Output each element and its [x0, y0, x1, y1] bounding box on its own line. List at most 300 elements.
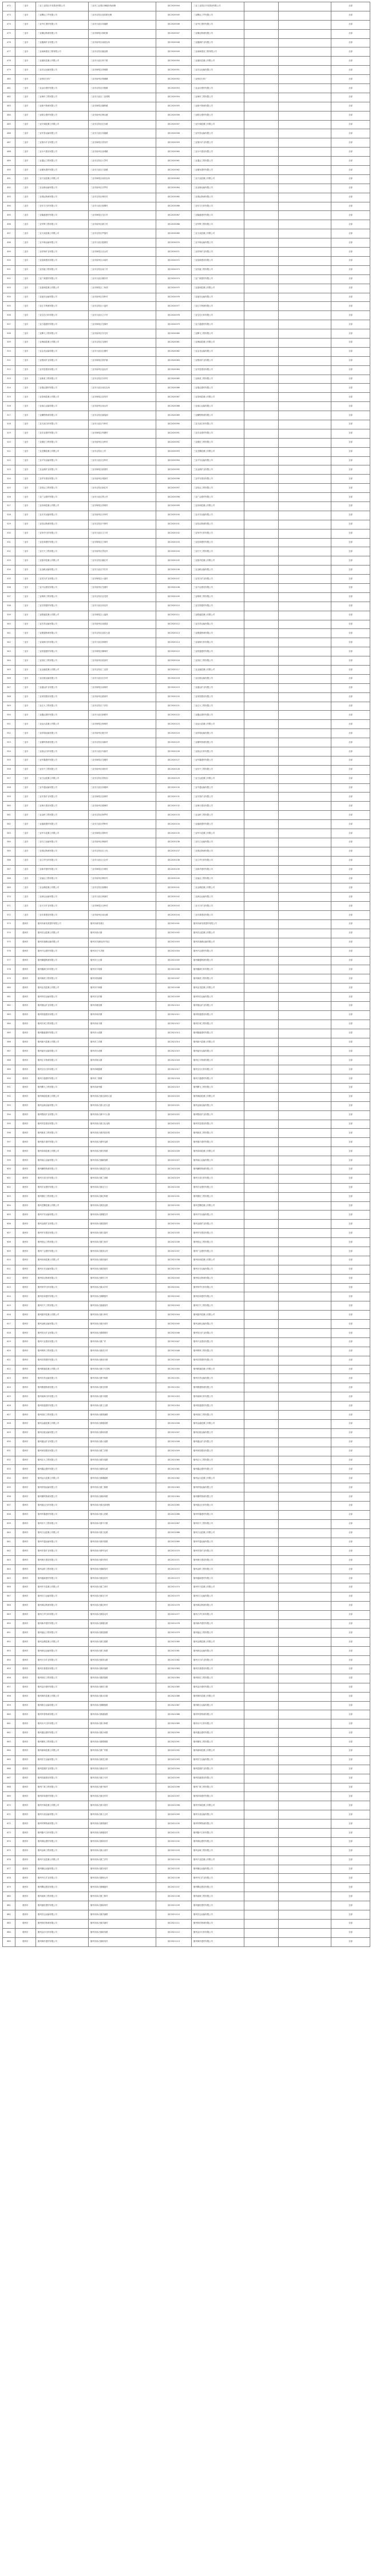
cell-company-name: 儋州华泰物流有限公司 — [36, 1710, 89, 1719]
cell-operator: 儋州兴达建材有限公司 — [192, 947, 244, 956]
table-row — [3, 747, 370, 757]
cell-operator: 三亚嘉和混凝土有限公司 — [192, 284, 244, 293]
cell-address: 三亚市吉阳区中廖村 — [89, 520, 156, 529]
cell-note — [279, 1937, 331, 1946]
cell-scope: 全部 — [331, 93, 370, 102]
cell-address: 儋州市那大镇东成路 — [89, 1456, 156, 1465]
cell-operator: 三亚盛达矿业有限公司 — [192, 683, 244, 692]
cell-permit-number: 琼C2021083 — [156, 1665, 192, 1674]
cell-city: 儋州市 — [15, 974, 36, 984]
cell-address: 儋州市那大镇中和路 — [89, 1374, 156, 1383]
cell-company-name: 三亚鑫源矿业有限公司 — [36, 38, 89, 47]
cell-city: 三亚市 — [15, 893, 36, 902]
cell-permit-number: 琼C2021041 — [156, 1283, 192, 1292]
table-row — [3, 1047, 370, 1056]
cell-scope: 全部 — [331, 1074, 370, 1084]
cell-permit-number: 琼C2021020 — [156, 1092, 192, 1101]
cell-address: 儋州市那大镇富克路 — [89, 1201, 156, 1211]
cell-row-number: 512 — [3, 365, 15, 375]
cell-city: 儋州市 — [15, 1565, 36, 1574]
cell-company-name: 儋州启航运输有限公司 — [36, 1428, 89, 1438]
cell-note — [279, 575, 331, 584]
cell-note — [279, 356, 331, 365]
table-row — [3, 1365, 370, 1374]
cell-row-number: 547 — [3, 683, 15, 692]
cell-city: 儋州市 — [15, 1247, 36, 1256]
cell-row-number: 593 — [3, 1101, 15, 1110]
cell-city: 儋州市 — [15, 1483, 36, 1492]
cell-vehicle-type — [244, 1792, 279, 1801]
table-row — [3, 793, 370, 802]
cell-note — [279, 111, 331, 120]
cell-address: 三亚市吉阳区田独镇 — [89, 84, 156, 93]
cell-company-name: 三亚福安运输有限公司 — [36, 293, 89, 302]
cell-address: 儋州市那大镇军屯路 — [89, 1138, 156, 1147]
cell-vehicle-type — [244, 1647, 279, 1656]
cell-scope: 全部 — [331, 1010, 370, 1020]
cell-operator: 三亚明珠工程有限公司 — [192, 592, 244, 602]
cell-company-name: 儋州海天建设有限公司 — [36, 1556, 89, 1565]
cell-permit-number: 琼C2021084 — [156, 1674, 192, 1683]
cell-vehicle-type — [244, 1092, 279, 1101]
cell-vehicle-type — [244, 1320, 279, 1329]
cell-operator: 儋州富源矿业有限公司 — [192, 1765, 244, 1774]
cell-permit-number: 琼C2020094 — [156, 456, 192, 465]
cell-operator: 三亚家园建设有限公司 — [192, 692, 244, 702]
cell-city: 儋州市 — [15, 1538, 36, 1547]
cell-city: 儋州市 — [15, 1347, 36, 1356]
table-row — [3, 584, 370, 593]
cell-vehicle-type — [244, 1110, 279, 1120]
cell-permit-number: 琼C2020095 — [156, 465, 192, 475]
cell-city: 儋州市 — [15, 1810, 36, 1819]
cell-note — [279, 974, 331, 984]
cell-company-name: 儋州南山运输有限公司 — [36, 1156, 89, 1165]
cell-city: 三亚市 — [15, 566, 36, 575]
cell-permit-number: 琼C2021081 — [156, 1647, 192, 1656]
cell-scope: 全部 — [331, 111, 370, 120]
cell-row-number: 509 — [3, 338, 15, 347]
cell-row-number: 585 — [3, 1029, 15, 1038]
cell-vehicle-type — [244, 538, 279, 547]
cell-operator: 三亚新兴物流有限公司 — [192, 102, 244, 111]
cell-operator: 儋州世纪工程有限公司 — [192, 1411, 244, 1420]
cell-scope: 全部 — [331, 1565, 370, 1574]
cell-scope: 全部 — [331, 229, 370, 238]
cell-operator: 三亚昌盛工程有限公司 — [192, 265, 244, 274]
cell-vehicle-type — [244, 1856, 279, 1865]
cell-note — [279, 993, 331, 1002]
cell-note — [279, 1347, 331, 1356]
cell-scope: 全部 — [331, 611, 370, 620]
cell-operator: 儋州隆兴石料有限公司 — [192, 1829, 244, 1838]
cell-company-name: 三亚鸿达物流有限公司 — [36, 847, 89, 856]
cell-scope: 全部 — [331, 1638, 370, 1647]
table-row — [3, 338, 370, 347]
cell-city: 儋州市 — [15, 1301, 36, 1311]
cell-company-name: 三亚金源矿业有限公司 — [36, 465, 89, 475]
cell-row-number: 591 — [3, 1083, 15, 1092]
cell-row-number: 628 — [3, 1419, 15, 1428]
cell-row-number: 669 — [3, 1792, 15, 1801]
cell-operator: 儋州市新英湾建材有限公司 — [192, 919, 244, 929]
cell-row-number: 546 — [3, 674, 15, 683]
cell-company-name: 儋州德信工程有限公司 — [36, 1192, 89, 1201]
cell-scope: 全部 — [331, 456, 370, 465]
cell-permit-number: 琼C2020060 — [156, 148, 192, 157]
table-row — [3, 575, 370, 584]
cell-vehicle-type — [244, 1774, 279, 1783]
cell-city: 三亚市 — [15, 638, 36, 647]
cell-operator: 三亚金源矿业有限公司 — [192, 465, 244, 475]
cell-city: 儋州市 — [15, 1819, 36, 1829]
cell-city: 儋州市 — [15, 1083, 36, 1092]
cell-company-name: 儋州金沙建材有限公司 — [36, 1683, 89, 1692]
cell-city: 儋州市 — [15, 1101, 36, 1110]
cell-address: 三亚市崖州区乐罗村 — [89, 184, 156, 193]
cell-row-number: 513 — [3, 375, 15, 384]
cell-scope: 全部 — [331, 911, 370, 920]
cell-row-number: 664 — [3, 1747, 15, 1756]
cell-company-name: 儋州恒通建设有限公司 — [36, 1010, 89, 1020]
cell-company-name: 三亚瑞达建材有限公司 — [36, 384, 89, 393]
cell-operator: 三亚鑫达建材有限公司 — [192, 711, 244, 720]
cell-vehicle-type — [244, 566, 279, 575]
cell-city: 儋州市 — [15, 1229, 36, 1238]
cell-note — [279, 166, 331, 175]
cell-note — [279, 584, 331, 593]
cell-row-number: 590 — [3, 1074, 15, 1084]
cell-operator: 儋州家园建设有限公司 — [192, 1447, 244, 1456]
cell-operator: 儋州泰和混凝土有限公司 — [192, 1147, 244, 1156]
cell-scope: 全部 — [331, 893, 370, 902]
table-row — [3, 1619, 370, 1629]
cell-operator: 儋州昊天矿业有限公司 — [192, 1329, 244, 1338]
cell-vehicle-type — [244, 1565, 279, 1574]
cell-note — [279, 666, 331, 675]
cell-vehicle-type — [244, 1238, 279, 1247]
cell-permit-number: 琼C2021095 — [156, 1774, 192, 1783]
cell-permit-number: 琼C2021057 — [156, 1428, 192, 1438]
cell-scope: 全部 — [331, 774, 370, 783]
cell-note — [279, 629, 331, 638]
cell-address: 儋州市那大镇洛基村 — [89, 1265, 156, 1274]
cell-address: 三亚市吉阳区博后村 — [89, 193, 156, 202]
cell-vehicle-type — [244, 1020, 279, 1029]
cell-vehicle-type — [244, 411, 279, 420]
cell-permit-number: 琼C2020080 — [156, 329, 192, 339]
cell-scope: 全部 — [331, 520, 370, 529]
cell-operator: 三亚金盛混凝土有限公司 — [192, 666, 244, 675]
cell-address: 三亚市天涯区红沙村 — [89, 674, 156, 683]
cell-scope: 全部 — [331, 865, 370, 874]
cell-permit-number: 琼C2021009 — [156, 993, 192, 1002]
cell-operator: 三亚中汇建材有限公司 — [192, 20, 244, 29]
cell-scope: 全部 — [331, 157, 370, 166]
cell-company-name: 三亚华安建设有限公司 — [36, 475, 89, 484]
cell-note — [279, 1674, 331, 1683]
table-row — [3, 1129, 370, 1138]
cell-company-name: 儋州昊天矿业有限公司 — [36, 1329, 89, 1338]
cell-city: 儋州市 — [15, 1519, 36, 1528]
cell-address: 儋州市那大镇石屋路 — [89, 1638, 156, 1647]
cell-city: 儋州市 — [15, 1110, 36, 1120]
cell-company-name: 儋州长城工程有限公司 — [36, 1020, 89, 1029]
cell-row-number: 653 — [3, 1647, 15, 1656]
cell-scope: 全部 — [331, 1501, 370, 1510]
cell-operator: 儋州顺风物流有限公司 — [192, 1492, 244, 1502]
cell-company-name: 三亚南山运输有限公司 — [36, 402, 89, 411]
cell-city: 儋州市 — [15, 1120, 36, 1129]
cell-scope: 全部 — [331, 1447, 370, 1456]
cell-row-number: 587 — [3, 1047, 15, 1056]
cell-city: 儋州市 — [15, 1619, 36, 1629]
cell-address: 三亚市天涯区黑土村 — [89, 493, 156, 502]
cell-row-number: 552 — [3, 729, 15, 738]
table-row — [3, 538, 370, 547]
cell-company-name: 儋州泰和混凝土有限公司 — [36, 1147, 89, 1156]
cell-permit-number: 琼C2021060 — [156, 1456, 192, 1465]
cell-row-number: 583 — [3, 1010, 15, 1020]
cell-permit-number: 琼C2021082 — [156, 1656, 192, 1665]
cell-company-name: 三亚金桥工程有限公司 — [36, 811, 89, 820]
cell-permit-number: 琼C2020093 — [156, 447, 192, 456]
cell-company-name: 儋州鑫达建材有限公司 — [36, 1465, 89, 1474]
cell-row-number: 541 — [3, 629, 15, 638]
cell-operator: 儋州新兴混凝土有限公司 — [192, 1038, 244, 1047]
cell-operator: 三亚德信工程有限公司 — [192, 438, 244, 447]
cell-permit-number: 琼C2021103 — [156, 1846, 192, 1856]
table-row — [3, 475, 370, 484]
cell-permit-number: 琼C2021094 — [156, 1765, 192, 1774]
cell-scope: 全部 — [331, 1601, 370, 1610]
cell-row-number: 609 — [3, 1247, 15, 1256]
cell-vehicle-type — [244, 1729, 279, 1738]
cell-note — [279, 1247, 331, 1256]
cell-note — [279, 256, 331, 265]
cell-permit-number: 琼C2021007 — [156, 974, 192, 984]
cell-address: 三亚市海棠区龙江村 — [89, 211, 156, 220]
cell-row-number: 484 — [3, 111, 15, 120]
cell-note — [279, 174, 331, 184]
cell-row-number: 537 — [3, 592, 15, 602]
cell-note — [279, 856, 331, 865]
cell-operator: 儋州宏达运输有限公司 — [192, 1910, 244, 1920]
cell-scope: 全部 — [331, 747, 370, 757]
cell-company-name: 儋州润达运输有限公司 — [36, 1647, 89, 1656]
cell-company-name: 儋州银河矿业有限公司 — [36, 1110, 89, 1120]
cell-note — [279, 1865, 331, 1874]
cell-city: 儋州市 — [15, 1220, 36, 1229]
cell-vehicle-type — [244, 856, 279, 865]
cell-scope: 全部 — [331, 584, 370, 593]
cell-permit-number: 琼C2021068 — [156, 1528, 192, 1538]
cell-company-name: 儋州恒信工程有限公司 — [36, 1674, 89, 1683]
cell-company-name: 三亚远大混凝土有限公司 — [36, 720, 89, 729]
cell-vehicle-type — [244, 1374, 279, 1383]
cell-company-name: 三亚恒信石料厂 — [36, 75, 89, 84]
cell-vehicle-type — [244, 620, 279, 629]
cell-city: 儋州市 — [15, 1601, 36, 1610]
cell-vehicle-type — [244, 847, 279, 856]
cell-scope: 全部 — [331, 1220, 370, 1229]
cell-operator: 三亚盛源建材有限公司 — [192, 820, 244, 829]
cell-scope: 全部 — [331, 1110, 370, 1120]
cell-vehicle-type — [244, 438, 279, 447]
cell-vehicle-type — [244, 1719, 279, 1729]
cell-city: 三亚市 — [15, 166, 36, 175]
cell-row-number: 481 — [3, 84, 15, 93]
cell-address: 三亚市天涯区布曲村 — [89, 747, 156, 757]
cell-city: 三亚市 — [15, 11, 36, 20]
cell-row-number: 517 — [3, 411, 15, 420]
cell-company-name: 儋州盛达矿业有限公司 — [36, 1438, 89, 1447]
cell-permit-number: 琼C2020112 — [156, 620, 192, 629]
cell-city: 儋州市 — [15, 1574, 36, 1583]
cell-note — [279, 193, 331, 202]
cell-vehicle-type — [244, 1256, 279, 1265]
cell-vehicle-type — [244, 1601, 279, 1610]
cell-scope: 全部 — [331, 1337, 370, 1347]
cell-permit-number: 琼C2020122 — [156, 711, 192, 720]
cell-note — [279, 20, 331, 29]
cell-operator: 三亚华泰运输有限公司 — [192, 129, 244, 138]
cell-city: 三亚市 — [15, 193, 36, 202]
cell-address: 三亚市天涯区过岭村 — [89, 456, 156, 465]
cell-permit-number: 琼C2020107 — [156, 575, 192, 584]
cell-city: 三亚市 — [15, 148, 36, 157]
cell-row-number: 662 — [3, 1729, 15, 1738]
cell-permit-number: 琼C2020130 — [156, 783, 192, 793]
table-row — [3, 1928, 370, 1937]
table-row — [3, 592, 370, 602]
cell-vehicle-type — [244, 2, 279, 11]
cell-company-name: 三亚金鼎混凝土有限公司 — [36, 883, 89, 893]
cell-vehicle-type — [244, 484, 279, 493]
cell-scope: 全部 — [331, 338, 370, 347]
cell-operator: 三亚联合建材有限公司 — [192, 111, 244, 120]
cell-row-number: 574 — [3, 929, 15, 938]
cell-address: 三亚市崖州区北岭村 — [89, 438, 156, 447]
cell-city: 三亚市 — [15, 820, 36, 829]
cell-address: 儋州市那大镇沙河村 — [89, 1320, 156, 1329]
cell-address: 三亚市天涯区三亚湾路 — [89, 93, 156, 102]
cell-scope: 全部 — [331, 929, 370, 938]
cell-scope: 全部 — [331, 1428, 370, 1438]
cell-row-number: 535 — [3, 575, 15, 584]
cell-permit-number: 琼C2020135 — [156, 829, 192, 838]
cell-city: 三亚市 — [15, 592, 36, 602]
cell-city: 三亚市 — [15, 402, 36, 411]
cell-city: 儋州市 — [15, 1074, 36, 1084]
cell-permit-number: 琼C2021072 — [156, 1565, 192, 1574]
table-row — [3, 720, 370, 729]
cell-row-number: 677 — [3, 1865, 15, 1874]
cell-note — [279, 874, 331, 883]
cell-note — [279, 683, 331, 692]
table-row — [3, 174, 370, 184]
cell-permit-number: 琼C2020046 — [156, 20, 192, 29]
cell-permit-number: 琼C2020092 — [156, 438, 192, 447]
cell-address: 三亚市海棠区沙坡村 — [89, 865, 156, 874]
cell-note — [279, 1892, 331, 1901]
cell-operator: 儋州捷通物流有限公司 — [192, 1383, 244, 1392]
cell-operator: 三亚华辉工程有限公司 — [192, 220, 244, 229]
cell-row-number: 506 — [3, 311, 15, 320]
cell-row-number: 586 — [3, 1038, 15, 1047]
table-row — [3, 1347, 370, 1356]
cell-company-name: 三亚荣华石料有限公司 — [36, 529, 89, 538]
table-row — [3, 629, 370, 638]
table-row — [3, 1392, 370, 1402]
cell-row-number: 577 — [3, 956, 15, 965]
cell-row-number: 543 — [3, 647, 15, 656]
cell-city: 三亚市 — [15, 347, 36, 356]
table-row — [3, 1565, 370, 1574]
cell-note — [279, 911, 331, 920]
cell-operator: 儋州盛达矿业有限公司 — [192, 1438, 244, 1447]
cell-row-number: 663 — [3, 1738, 15, 1747]
cell-company-name: 三亚盛源建材有限公司 — [36, 820, 89, 829]
cell-vehicle-type — [244, 20, 279, 29]
cell-note — [279, 1747, 331, 1756]
cell-row-number: 575 — [3, 938, 15, 947]
cell-row-number: 476 — [3, 38, 15, 47]
cell-city: 三亚市 — [15, 329, 36, 339]
cell-city: 三亚市 — [15, 75, 36, 84]
cell-address: 儋州市那大镇番加路 — [89, 1710, 156, 1719]
cell-company-name: 三亚天成混凝土有限公司 — [36, 229, 89, 238]
cell-row-number: 558 — [3, 783, 15, 793]
cell-note — [279, 1274, 331, 1283]
cell-company-name: 三亚天涯石料有限公司 — [36, 420, 89, 429]
cell-permit-number: 琼C2020104 — [156, 547, 192, 556]
cell-vehicle-type — [244, 1438, 279, 1447]
table-row — [3, 1247, 370, 1256]
cell-address: 三亚市崖州区赤草村 — [89, 511, 156, 520]
cell-note — [279, 747, 331, 757]
cell-row-number: 542 — [3, 638, 15, 647]
table-row — [3, 138, 370, 148]
cell-note — [279, 656, 331, 666]
table-row — [3, 683, 370, 692]
cell-note — [279, 1138, 331, 1147]
cell-address: 儋州市光村镇 — [89, 993, 156, 1002]
table-row — [3, 874, 370, 883]
cell-row-number: 646 — [3, 1583, 15, 1592]
cell-permit-number: 琼C2021097 — [156, 1792, 192, 1801]
table-row — [3, 238, 370, 248]
cell-company-name: 儋州金沙石料有限公司 — [36, 1928, 89, 1937]
cell-scope: 全部 — [331, 402, 370, 411]
cell-scope: 全部 — [331, 1729, 370, 1738]
cell-operator: 三亚金桥工程有限公司 — [192, 811, 244, 820]
cell-vehicle-type — [244, 1483, 279, 1492]
cell-permit-number: 琼C2020118 — [156, 674, 192, 683]
cell-address: 儋州市王五镇 — [89, 956, 156, 965]
cell-operator: 儋州金海工程有限公司 — [192, 1846, 244, 1856]
cell-note — [279, 929, 331, 938]
cell-scope: 全部 — [331, 102, 370, 111]
cell-row-number: 651 — [3, 1629, 15, 1638]
cell-vehicle-type — [244, 674, 279, 683]
cell-note — [279, 1701, 331, 1710]
cell-address: 三亚市吉阳区红沙路 — [89, 120, 156, 129]
cell-row-number: 525 — [3, 484, 15, 493]
cell-vehicle-type — [244, 1129, 279, 1138]
cell-operator: 儋州金鼎混凝土有限公司 — [192, 1638, 244, 1647]
cell-vehicle-type — [244, 38, 279, 47]
